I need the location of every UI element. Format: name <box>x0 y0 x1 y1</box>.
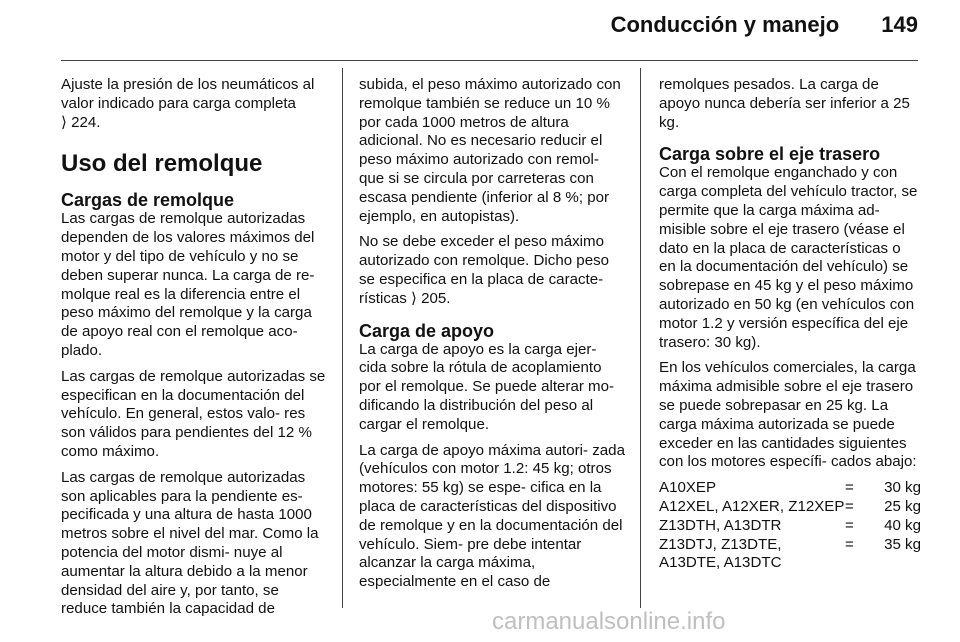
header-rule <box>61 60 918 61</box>
page-reference[interactable]: 205. <box>421 289 451 307</box>
equals-cell: = <box>845 535 854 553</box>
page-number: 149 <box>881 12 918 37</box>
paragraph: Las cargas de remolque autorizadas se especifican en la documentación del vehículo. En general, estos valo- res son válidos para pendientes del 12 % como máximo. <box>61 367 326 460</box>
heading-subsection: Cargas de remolque <box>61 190 235 211</box>
paragraph: Con el remolque enganchado y con carga completa del vehículo tractor, se permite que la carga máxima ad- misible sobre el eje trasero (véase el dato en la placa de características o en la documentación del vehículo) se sobrepase en 45 kg y el peso máximo autorizado en 50 kg (en vehículos con motor 1.2 y versión específica del eje trasero: 30 kg). <box>659 164 918 351</box>
engine-cell: A12XEL, A12XER, Z12XEP <box>659 497 845 515</box>
engine-cell: Z13DTJ, Z13DTE, A13DTE, A13DTC <box>659 535 782 572</box>
table-row <box>659 498 921 517</box>
engine-cell: A10XEP <box>659 479 717 497</box>
engine-load-table <box>659 479 921 573</box>
equals-cell: = <box>845 497 854 515</box>
paragraph: Las cargas de remolque autorizadas dependen de los valores máximos del motor y del tipo de vehículo y no se deben superar nunca. La carga de re- molque real es la diferencia entre el peso máximo del remolque y la carga de apoyo real con el remolque aco- plado. <box>61 210 315 359</box>
page-header <box>611 12 918 38</box>
engine-cell: Z13DTH, A13DTR <box>659 516 782 534</box>
section-title: Conducción y manejo <box>610 12 840 37</box>
heading-subsection: Carga sobre el eje trasero <box>659 144 881 165</box>
value-cell: 30 kg <box>884 479 921 497</box>
value-cell: 35 kg <box>884 535 921 553</box>
value-cell: 40 kg <box>884 516 921 534</box>
column-2 <box>359 76 627 599</box>
page-reference-arrow-icon: ⟩ <box>61 113 67 131</box>
paragraph: subida, el peso máximo autorizado con remolque también se reduce un 10 % por cada 1000 metros de altura adicional. No es necesario reducir el peso máximo autorizado con remol- que si se circula por carreteras con escasa pendiente (inferior al 8 %; por ejemplo, en autopistas). <box>359 76 621 225</box>
paragraph: La carga de apoyo máxima autori- zada (vehículos con motor 1.2: 45 kg; otros motores: 55 kg) se espe- cifica en la placa de características del dispositivo de remolque y en la documentación del vehículo. Siem- pre debe intentar alcanzar la carga máxima, especialmente en el caso de <box>359 441 625 591</box>
equals-cell: = <box>845 479 854 497</box>
column-1 <box>61 76 329 626</box>
watermark: carmanualsonline.info <box>492 608 726 635</box>
column-divider-1 <box>342 68 343 608</box>
page-reference[interactable]: 224. <box>71 113 101 131</box>
paragraph: Ajuste la presión de los neumáticos al valor indicado para carga completa ⟩ 224. <box>61 76 315 131</box>
paragraph: remolques pesados. La carga de apoyo nunca debería ser inferior a 25 kg. <box>659 76 910 131</box>
value-cell: 25 kg <box>884 497 921 515</box>
table-row <box>659 517 921 536</box>
table-row <box>659 479 921 498</box>
column-divider-2 <box>640 68 641 608</box>
heading-subsection: Carga de apoyo <box>359 320 495 341</box>
paragraph: Las cargas de remolque autorizadas son aplicables para la pendiente es- pecificada y una altura de hasta 1000 metros sobre el nivel del mar. Como la potencia del motor dismi- nuye al aumentar la altura debido a la menor densidad del aire y, por tanto, se reduce también la capacidad de <box>61 468 319 618</box>
paragraph: No se debe exceder el peso máximo autorizado con remolque. Dicho peso se especifica en la placa de caracte- rísticas ⟩ 205. <box>359 233 610 307</box>
page-reference-arrow-icon: ⟩ <box>411 289 417 307</box>
column-3 <box>659 76 921 573</box>
table-row <box>659 536 921 574</box>
paragraph: En los vehículos comerciales, la carga máxima admisible sobre el eje trasero se puede sobrepasar en 25 kg. La carga máxima autorizada se puede exceder en las cantidades siguientes con los motores específi- cados abajo: <box>659 359 917 471</box>
equals-cell: = <box>845 516 854 534</box>
paragraph: La carga de apoyo es la carga ejer- cida sobre la rótula de acoplamiento por el remolque. Se puede alterar mo- dificando la distribución del peso al cargar el remolque. <box>359 340 615 433</box>
heading-section: Uso del remolque <box>61 150 263 178</box>
